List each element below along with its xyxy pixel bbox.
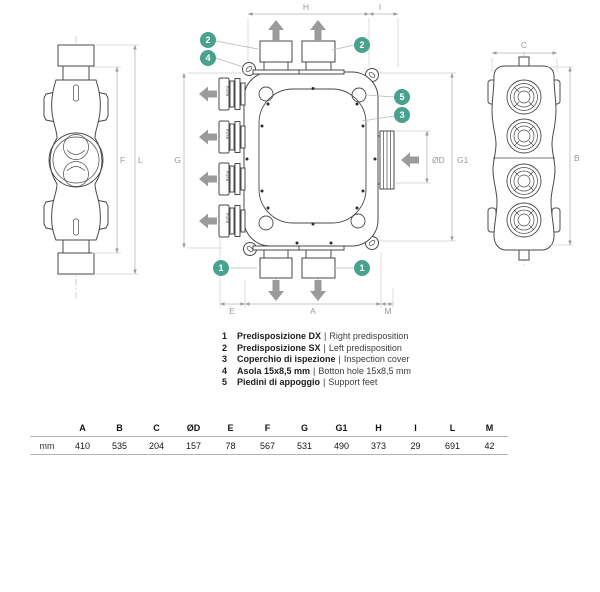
column-header: A xyxy=(64,419,101,437)
top-port-right xyxy=(299,41,344,74)
dimension-value: 204 xyxy=(138,437,175,455)
legend-separator: | xyxy=(338,354,341,365)
dimension-value: 410 xyxy=(64,437,101,455)
unit-label: mm xyxy=(30,437,64,455)
dimension-value: 567 xyxy=(249,437,286,455)
legend-item-number: 3 xyxy=(222,354,228,365)
flow-arrow-left xyxy=(199,172,217,187)
push-fitting xyxy=(219,121,245,153)
callout-leader xyxy=(216,41,258,49)
legend-item-italian: Piedini di appoggio xyxy=(237,377,320,388)
legend-item-english: Botton hole 15x8,5 mm xyxy=(318,365,411,376)
column-header: ØD xyxy=(175,419,212,437)
column-header: M xyxy=(471,419,508,437)
column-header: I xyxy=(397,419,434,437)
push-fitting xyxy=(219,163,245,195)
legend xyxy=(222,331,411,389)
callout-number: 1 xyxy=(218,263,224,273)
push-label: PUSH xyxy=(225,129,229,140)
legend-item xyxy=(222,343,411,355)
legend-item-number: 4 xyxy=(222,365,228,376)
legend-item-italian: Asola 15x8,5 mm xyxy=(237,365,311,376)
dim-label-l: L xyxy=(138,155,143,165)
front-view xyxy=(174,2,468,316)
dim-label-m: M xyxy=(384,306,392,316)
dim-label-i: I xyxy=(378,2,382,12)
legend-item-italian: Coperchio di ispezione xyxy=(237,354,336,365)
top-port-left xyxy=(253,41,299,74)
callout-number: 5 xyxy=(399,92,405,102)
push-fitting xyxy=(219,78,245,110)
flow-arrow-left xyxy=(199,214,217,229)
dim-label-d: ØD xyxy=(432,155,445,165)
legend-separator: | xyxy=(323,342,326,353)
callout-5 xyxy=(394,89,410,105)
dimension-value: 42 xyxy=(471,437,508,455)
column-header: G xyxy=(286,419,323,437)
flow-arrow-down xyxy=(310,280,326,301)
push-label: PUSH xyxy=(225,213,229,224)
side-flange xyxy=(378,131,394,189)
legend-item xyxy=(222,354,411,366)
callout-1-right xyxy=(354,260,370,276)
bottom-fitting-neck xyxy=(63,240,89,253)
callout-2-left xyxy=(200,32,216,48)
dim-label-g1: G1 xyxy=(457,155,469,165)
legend-item-italian: Predisposizione SX xyxy=(237,342,321,353)
push-fitting xyxy=(219,205,245,237)
callout-number: 4 xyxy=(205,53,211,63)
bottom-port-right xyxy=(299,246,344,278)
column-header: L xyxy=(434,419,471,437)
bottom-fitting-cap xyxy=(58,253,94,274)
legend-item-english: Inspection cover xyxy=(343,354,410,365)
callout-number: 2 xyxy=(205,35,211,45)
top-fitting-cap xyxy=(58,45,94,66)
legend-separator: | xyxy=(313,365,316,376)
column-header: G1 xyxy=(323,419,360,437)
dimension-value: 29 xyxy=(397,437,434,455)
dim-label-c: C xyxy=(520,40,528,50)
flow-arrow-left xyxy=(199,130,217,145)
legend-separator: | xyxy=(324,331,327,341)
side-view xyxy=(44,36,143,298)
column-header: E xyxy=(212,419,249,437)
manifold-body xyxy=(50,80,102,240)
table-row xyxy=(30,437,508,455)
flow-arrow-left xyxy=(401,153,419,168)
legend-item-english: Support feet xyxy=(328,377,378,388)
push-label: PUSH xyxy=(225,86,229,97)
dim-label-g: G xyxy=(174,155,181,165)
dimension-value: 490 xyxy=(323,437,360,455)
legend-item xyxy=(222,377,411,389)
column-header: B xyxy=(101,419,138,437)
callout-leader xyxy=(216,58,243,67)
bottom-port-left xyxy=(253,246,299,278)
column-header: H xyxy=(360,419,397,437)
end-view xyxy=(488,40,580,268)
dimension-value: 531 xyxy=(286,437,323,455)
dimension-value: 78 xyxy=(212,437,249,455)
dim-label-a: A xyxy=(310,306,316,316)
callout-3 xyxy=(394,107,410,123)
legend-item-italian: Predisposizione DX xyxy=(237,331,322,341)
push-label: PUSH xyxy=(225,171,229,182)
flow-arrow-down xyxy=(268,280,284,301)
legend-item-number: 1 xyxy=(222,331,228,341)
table-corner-cell xyxy=(30,419,64,437)
box-body xyxy=(244,72,378,246)
dim-label-b: B xyxy=(574,153,580,163)
legend-item-english: Right predisposition xyxy=(329,331,409,341)
dimension-table xyxy=(30,419,508,455)
dim-label-h: H xyxy=(302,2,310,12)
legend-item xyxy=(222,366,411,378)
dim-label-e: E xyxy=(229,306,235,316)
flow-arrow-up xyxy=(268,20,284,41)
callout-2-right xyxy=(354,37,370,53)
callout-number: 2 xyxy=(359,40,365,50)
dimension-value: 157 xyxy=(175,437,212,455)
flow-arrow-left xyxy=(199,87,217,102)
dim-label-f: F xyxy=(120,155,126,165)
legend-separator: | xyxy=(323,377,326,388)
legend-item-number: 2 xyxy=(222,342,228,353)
table-header-row xyxy=(30,419,508,437)
callout-1-left xyxy=(213,260,229,276)
legend-item-number: 5 xyxy=(222,377,228,388)
column-header: C xyxy=(138,419,175,437)
callout-number: 3 xyxy=(399,110,405,120)
dimension-value: 373 xyxy=(360,437,397,455)
legend-item-english: Left predisposition xyxy=(328,342,402,353)
column-header: F xyxy=(249,419,286,437)
legend-item xyxy=(222,331,411,343)
flow-arrow-up xyxy=(310,20,326,41)
dimension-value: 691 xyxy=(434,437,471,455)
callout-4 xyxy=(200,50,216,66)
callout-number: 1 xyxy=(359,263,365,273)
push-fittings xyxy=(219,78,245,237)
dimension-value: 535 xyxy=(101,437,138,455)
top-fitting-neck xyxy=(63,66,89,80)
